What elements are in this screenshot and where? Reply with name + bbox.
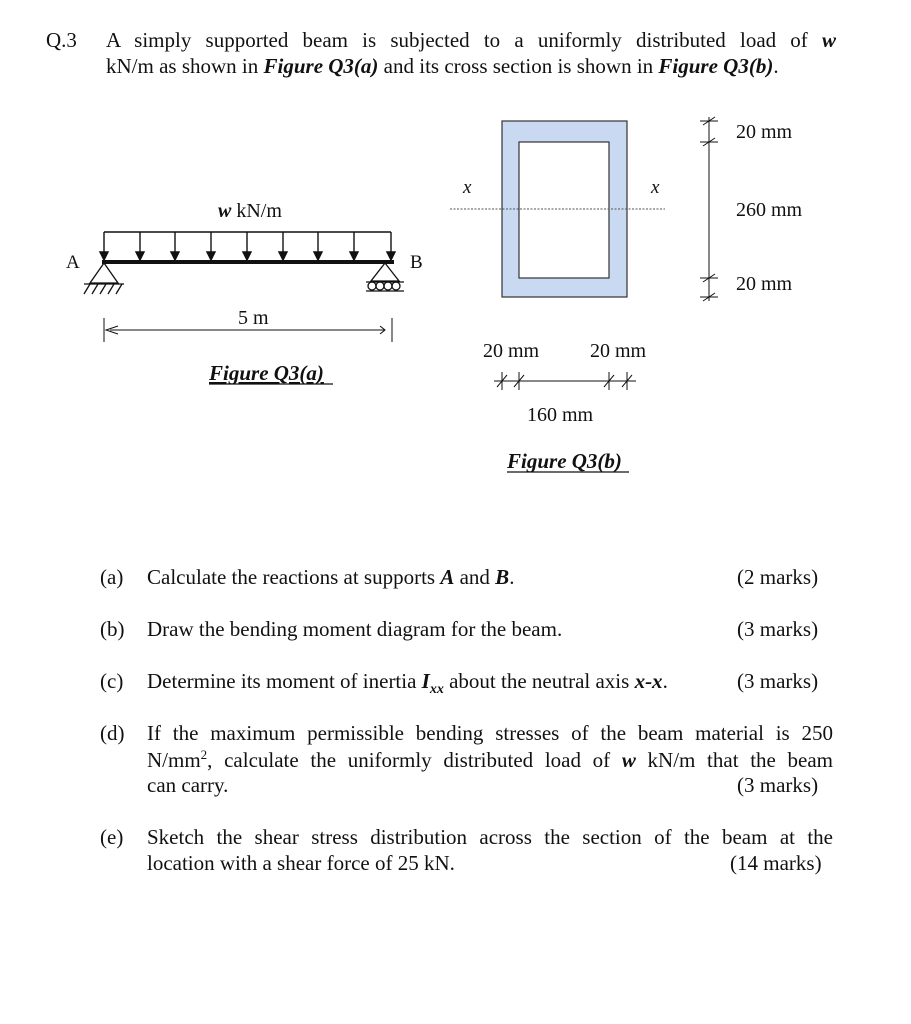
bottom-flange-dim: 20 mm bbox=[736, 273, 793, 295]
figure-a-caption: Figure Q3(a) bbox=[209, 361, 324, 385]
part-a-end: . bbox=[509, 565, 515, 589]
part-d-superscript: 2 bbox=[200, 747, 208, 762]
part-d-line-2-end: kN/m that the beam bbox=[647, 748, 833, 772]
part-a-var-b: B bbox=[495, 565, 510, 589]
width-dim: 160 mm bbox=[527, 404, 594, 426]
figure-b-caption: Figure Q3(b) bbox=[507, 449, 622, 473]
horizontal-dimension bbox=[494, 372, 636, 390]
part-d-line-2-mid: , calculate the uniformly distributed load of bbox=[207, 748, 611, 772]
part-d-line-1: If the maximum permissible bending stresses of the beam material is 250 bbox=[147, 721, 833, 745]
part-c-marks: (3 marks) bbox=[737, 669, 819, 693]
part-d-line-2 bbox=[147, 747, 833, 773]
vertical-dimension bbox=[700, 117, 718, 301]
left-wall-dim: 20 mm bbox=[483, 340, 540, 362]
part-e-label: (e) bbox=[100, 825, 124, 849]
part-b-text: Draw the bending moment diagram for the beam. bbox=[147, 617, 563, 641]
support-b-label: B bbox=[410, 252, 423, 273]
axis-label-right: x bbox=[651, 177, 660, 198]
load-label: w kN/m bbox=[218, 200, 282, 222]
question-line-2-mid: and its cross section is shown in bbox=[383, 54, 654, 78]
part-c-label: (c) bbox=[100, 669, 124, 693]
span-label: 5 m bbox=[238, 307, 269, 329]
udl-arrows bbox=[100, 232, 395, 260]
question-line-2-end: . bbox=[773, 54, 779, 78]
figure-a bbox=[66, 200, 423, 385]
part-d-line-2-pre: N/mm bbox=[147, 748, 201, 772]
part-a-marks: (2 marks) bbox=[737, 565, 819, 589]
part-b-marks: (3 marks) bbox=[737, 617, 819, 641]
question-fig-a-ref: Figure Q3(a) bbox=[263, 54, 379, 78]
figure-b bbox=[450, 117, 803, 473]
part-c-text-mid: about the neutral axis bbox=[449, 669, 630, 693]
section-hollow bbox=[519, 142, 609, 278]
question-load-var: w bbox=[821, 28, 836, 52]
part-a-and: and bbox=[459, 565, 490, 589]
support-a-label: A bbox=[66, 252, 80, 273]
part-c-axis: x-x bbox=[634, 669, 663, 693]
part-e-line-2: location with a shear force of 25 kN. bbox=[147, 851, 455, 875]
part-c-text-pre: Determine its moment of inertia bbox=[147, 669, 417, 693]
part-c-end: . bbox=[662, 669, 668, 693]
part-a-label: (a) bbox=[100, 565, 124, 589]
top-flange-dim: 20 mm bbox=[736, 121, 793, 143]
part-e-marks: (14 marks) bbox=[730, 851, 822, 875]
part-d-var: w bbox=[621, 748, 636, 772]
part-d-line-3: can carry. bbox=[147, 773, 229, 797]
question-fig-b-ref: Figure Q3(b) bbox=[658, 54, 774, 78]
part-b-label: (b) bbox=[100, 617, 125, 641]
web-height-dim: 260 mm bbox=[736, 199, 803, 221]
part-a-text bbox=[147, 565, 514, 590]
question-number: Q.3 bbox=[46, 28, 77, 52]
part-e-line-1: Sketch the shear stress distribution across the section of the beam at the bbox=[147, 825, 833, 849]
question-line-1-text: A simply supported beam is subjected to a uniformly distributed load of bbox=[106, 28, 808, 52]
part-c-text bbox=[147, 669, 668, 698]
part-c-subscript: xx bbox=[429, 682, 444, 698]
roller-support-b bbox=[366, 263, 404, 291]
question-line-2-pre: kN/m as shown in bbox=[106, 54, 259, 78]
part-d-marks: (3 marks) bbox=[737, 773, 819, 797]
part-c-var: $I_{xx}$ bbox=[421, 669, 444, 698]
part-a-var-a: A bbox=[440, 565, 455, 589]
right-wall-dim: 20 mm bbox=[590, 340, 647, 362]
part-a-text-pre: Calculate the reactions at supports bbox=[147, 565, 436, 589]
part-d-label: (d) bbox=[100, 721, 125, 745]
pin-support-a bbox=[84, 263, 124, 294]
axis-label-left: x bbox=[463, 177, 472, 198]
